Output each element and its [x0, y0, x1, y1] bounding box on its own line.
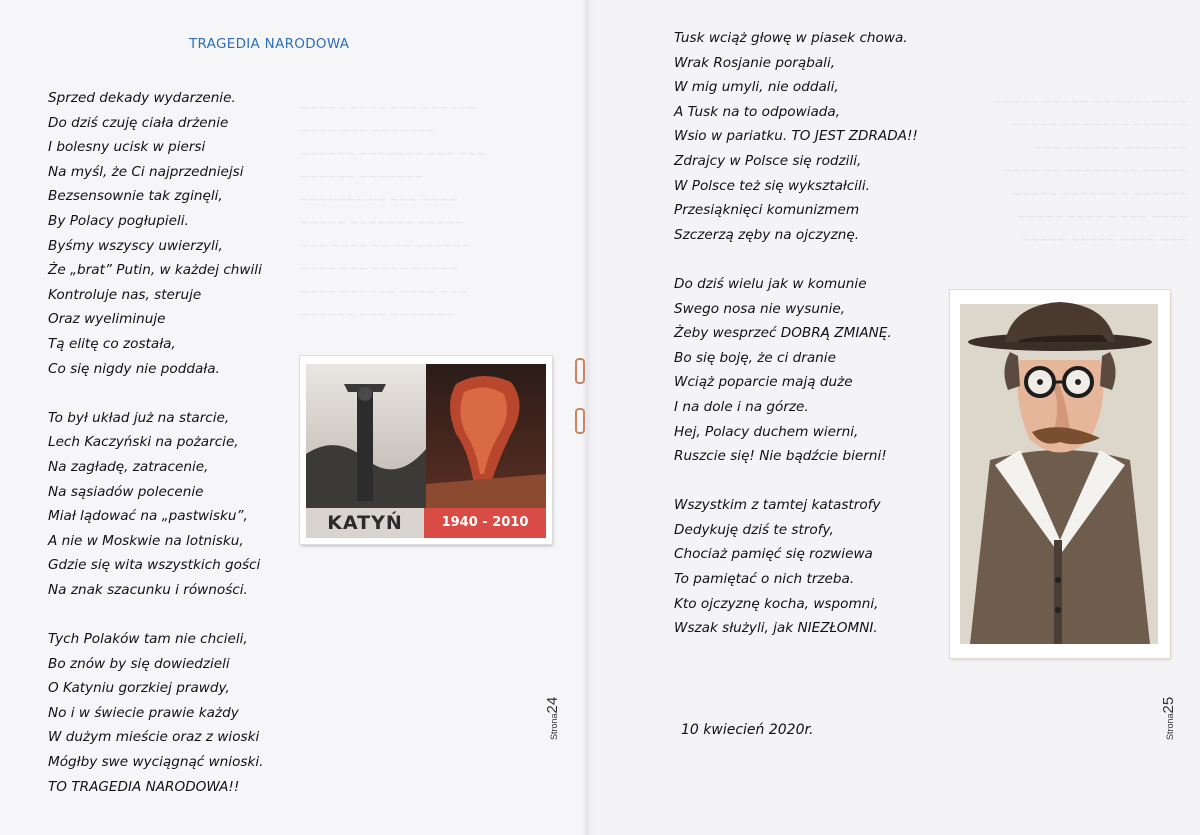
- poem-line: W dużym mieście oraz z wioski: [48, 729, 260, 746]
- poem-line: TO TRAGEDIA NARODOWA!!: [48, 778, 240, 795]
- page-number-value: 25: [1160, 696, 1177, 714]
- poem-line: Na znak szacunku i równości.: [48, 581, 248, 598]
- poem-line: Chociaż pamięć się rozwiewa: [674, 546, 873, 563]
- poem-line: Na myśl, że Ci najprzedniejsi: [48, 163, 244, 180]
- poem-line: By Polacy pogłupieli.: [48, 212, 189, 229]
- poem-line: Sprzed dekady wydarzenie.: [48, 90, 236, 106]
- poem-line: Bo znów by się dowiedzieli: [48, 655, 230, 672]
- poem-line: Miał lądować na „pastwisku”,: [48, 508, 248, 525]
- katyn-caption-word: KATYŃ: [306, 508, 424, 538]
- poem-line: Bo się boję, że ci dranie: [674, 349, 836, 366]
- poem-line: W mig umyli, nie oddali,: [674, 79, 839, 96]
- poem-line: Dedykuję dziś te strofy,: [674, 521, 834, 538]
- poem-line: A nie w Moskwie na lotnisku,: [48, 532, 244, 549]
- poem-line: Co się nigdy nie poddała.: [48, 360, 220, 377]
- portrait-image: [950, 290, 1170, 658]
- stanza-gap: [674, 247, 918, 272]
- poem-line: Tą elitę co została,: [48, 335, 176, 352]
- poem-line: To był układ już na starcie,: [48, 409, 230, 426]
- page-number-left: [544, 697, 562, 740]
- poem-line: Kto ojczyznę kocha, wspomni,: [674, 595, 879, 612]
- stanza-gap: [48, 602, 263, 627]
- bleed-through-text: ~~~~~ ~~~~ ~~~ ~~~~~~ ~~~~ ~~~ ~~~~~~~ ~~~~~~ ~~~~~~~ ~~~ ~~~ ~~~~~~ ~~~~~~~ ~~~~~~~ ~~ ~~~ ~~~~ ~~~~~ ~~~~~~~ ~~~~~ ~~~ ~~~~ ~~ ~~ ~~~~~~ ~~~~ ~~~ ~~~~ ~~~~~ ~~~~ ~~~~~~ ~~~~ ~~~ ~~~~~~ ~~~ ~~~~~~~: [300, 101, 486, 321]
- poem-line: Lech Kaczyński na pożarcie,: [48, 434, 239, 451]
- poem-line: Hej, Polacy duchem wierni,: [674, 423, 859, 440]
- poem-line: Wciąż poparcie mają duże: [674, 374, 853, 391]
- poem-line: Tych Polaków tam nie chcieli,: [48, 631, 248, 648]
- poem-line: Przesiąknięci komunizmem: [674, 202, 860, 219]
- portrait-painting: [950, 290, 1170, 658]
- stanza-gap: [48, 381, 263, 406]
- poem-line: O Katyniu gorzkiej prawdy,: [48, 680, 230, 697]
- poem-text-left: [48, 86, 263, 799]
- poem-line: Kontroluje nas, steruje: [48, 286, 202, 303]
- poem-date: 10 kwiecień 2020r.: [681, 722, 814, 738]
- poem-line: Na zagładę, zatracenie,: [48, 458, 209, 475]
- page-number-label: Strona: [549, 713, 559, 740]
- poem-line: Tusk wciąż głowę w piasek chowa.: [674, 30, 908, 46]
- page-number-label: Strona: [1165, 713, 1175, 740]
- poem-line: Żeby wesprzeć DOBRĄ ZMIANĘ.: [674, 325, 892, 342]
- poem-line: Ruszcie się! Nie bądźcie bierni!: [674, 448, 887, 465]
- poem-line: Że „brat” Putin, w każdej chwili: [48, 262, 262, 279]
- poem-text-right: [674, 26, 918, 641]
- poem-line: Byśmy wszyscy uwierzyli,: [48, 237, 223, 254]
- poem-line: W Polsce też się wykształcili.: [674, 177, 870, 194]
- poem-line: Do dziś wielu jak w komunie: [674, 275, 867, 292]
- poem-line: I na dole i na górze.: [674, 398, 809, 415]
- poem-line: No i w świecie prawie każdy: [48, 704, 239, 721]
- poem-line: Wrak Rosjanie porąbali,: [674, 54, 836, 71]
- katyn-caption-years: 1940 - 2010: [424, 508, 546, 538]
- poem-line: Swego nosa nie wysunie,: [674, 300, 846, 317]
- poem-line: I bolesny ucisk w piersi: [48, 139, 206, 156]
- poem-line: To pamiętać o nich trzeba.: [674, 571, 855, 588]
- poem-line: Szczerzą zęby na ojczyznę.: [674, 226, 860, 243]
- left-page: [0, 0, 588, 835]
- binding-staple-top: [575, 358, 585, 384]
- binding-staple-bottom: [575, 408, 585, 434]
- page-number-right: [1160, 697, 1178, 740]
- stanza-gap: [674, 469, 918, 494]
- poem-line: Bezsensownie tak zginęli,: [48, 188, 223, 205]
- page-number-value: 24: [544, 696, 561, 714]
- bleed-through-text: ~~~~~ ~~~~~ ~~ ~~~~~~~~ ~~~~~ ~~ ~~~~~ ~~~~~~ ~~~ ~~~~~~ ~~~~~~~ ~~~~ ~~ ~~~~~~~~ ~~~~~ ~~~~~ ~~~~~~ ~ ~~~~~~ ~~~~~ ~~~~ ~ ~~~ ~~~~ ~~~~~ ~~~~~ ~~~~ ~~~: [993, 95, 1188, 246]
- poem-line: Oraz wyeliminuje: [48, 311, 166, 328]
- poem-line: Mógłby swe wyciągnąć wnioski.: [48, 754, 264, 771]
- poem-line: Zdrajcy w Polsce się rodzili,: [674, 152, 862, 169]
- poem-line: Wsio w pariatku. TO JEST ZDRADA!!: [674, 128, 918, 145]
- poem-line: Gdzie się wita wszystkich gości: [48, 557, 261, 574]
- poem-line: Do dziś czuję ciała drżenie: [48, 114, 229, 131]
- poem-line: Wszak służyli, jak NIEZŁOMNI.: [674, 620, 878, 637]
- poem-line: A Tusk na to odpowiada,: [674, 103, 841, 120]
- poem-line: Wszystkim z tamtej katastrofy: [674, 497, 881, 514]
- katyn-image: [300, 356, 552, 544]
- poem-line: Na sąsiadów polecenie: [48, 483, 204, 500]
- poem-title: TRAGEDIA NARODOWA: [189, 36, 350, 52]
